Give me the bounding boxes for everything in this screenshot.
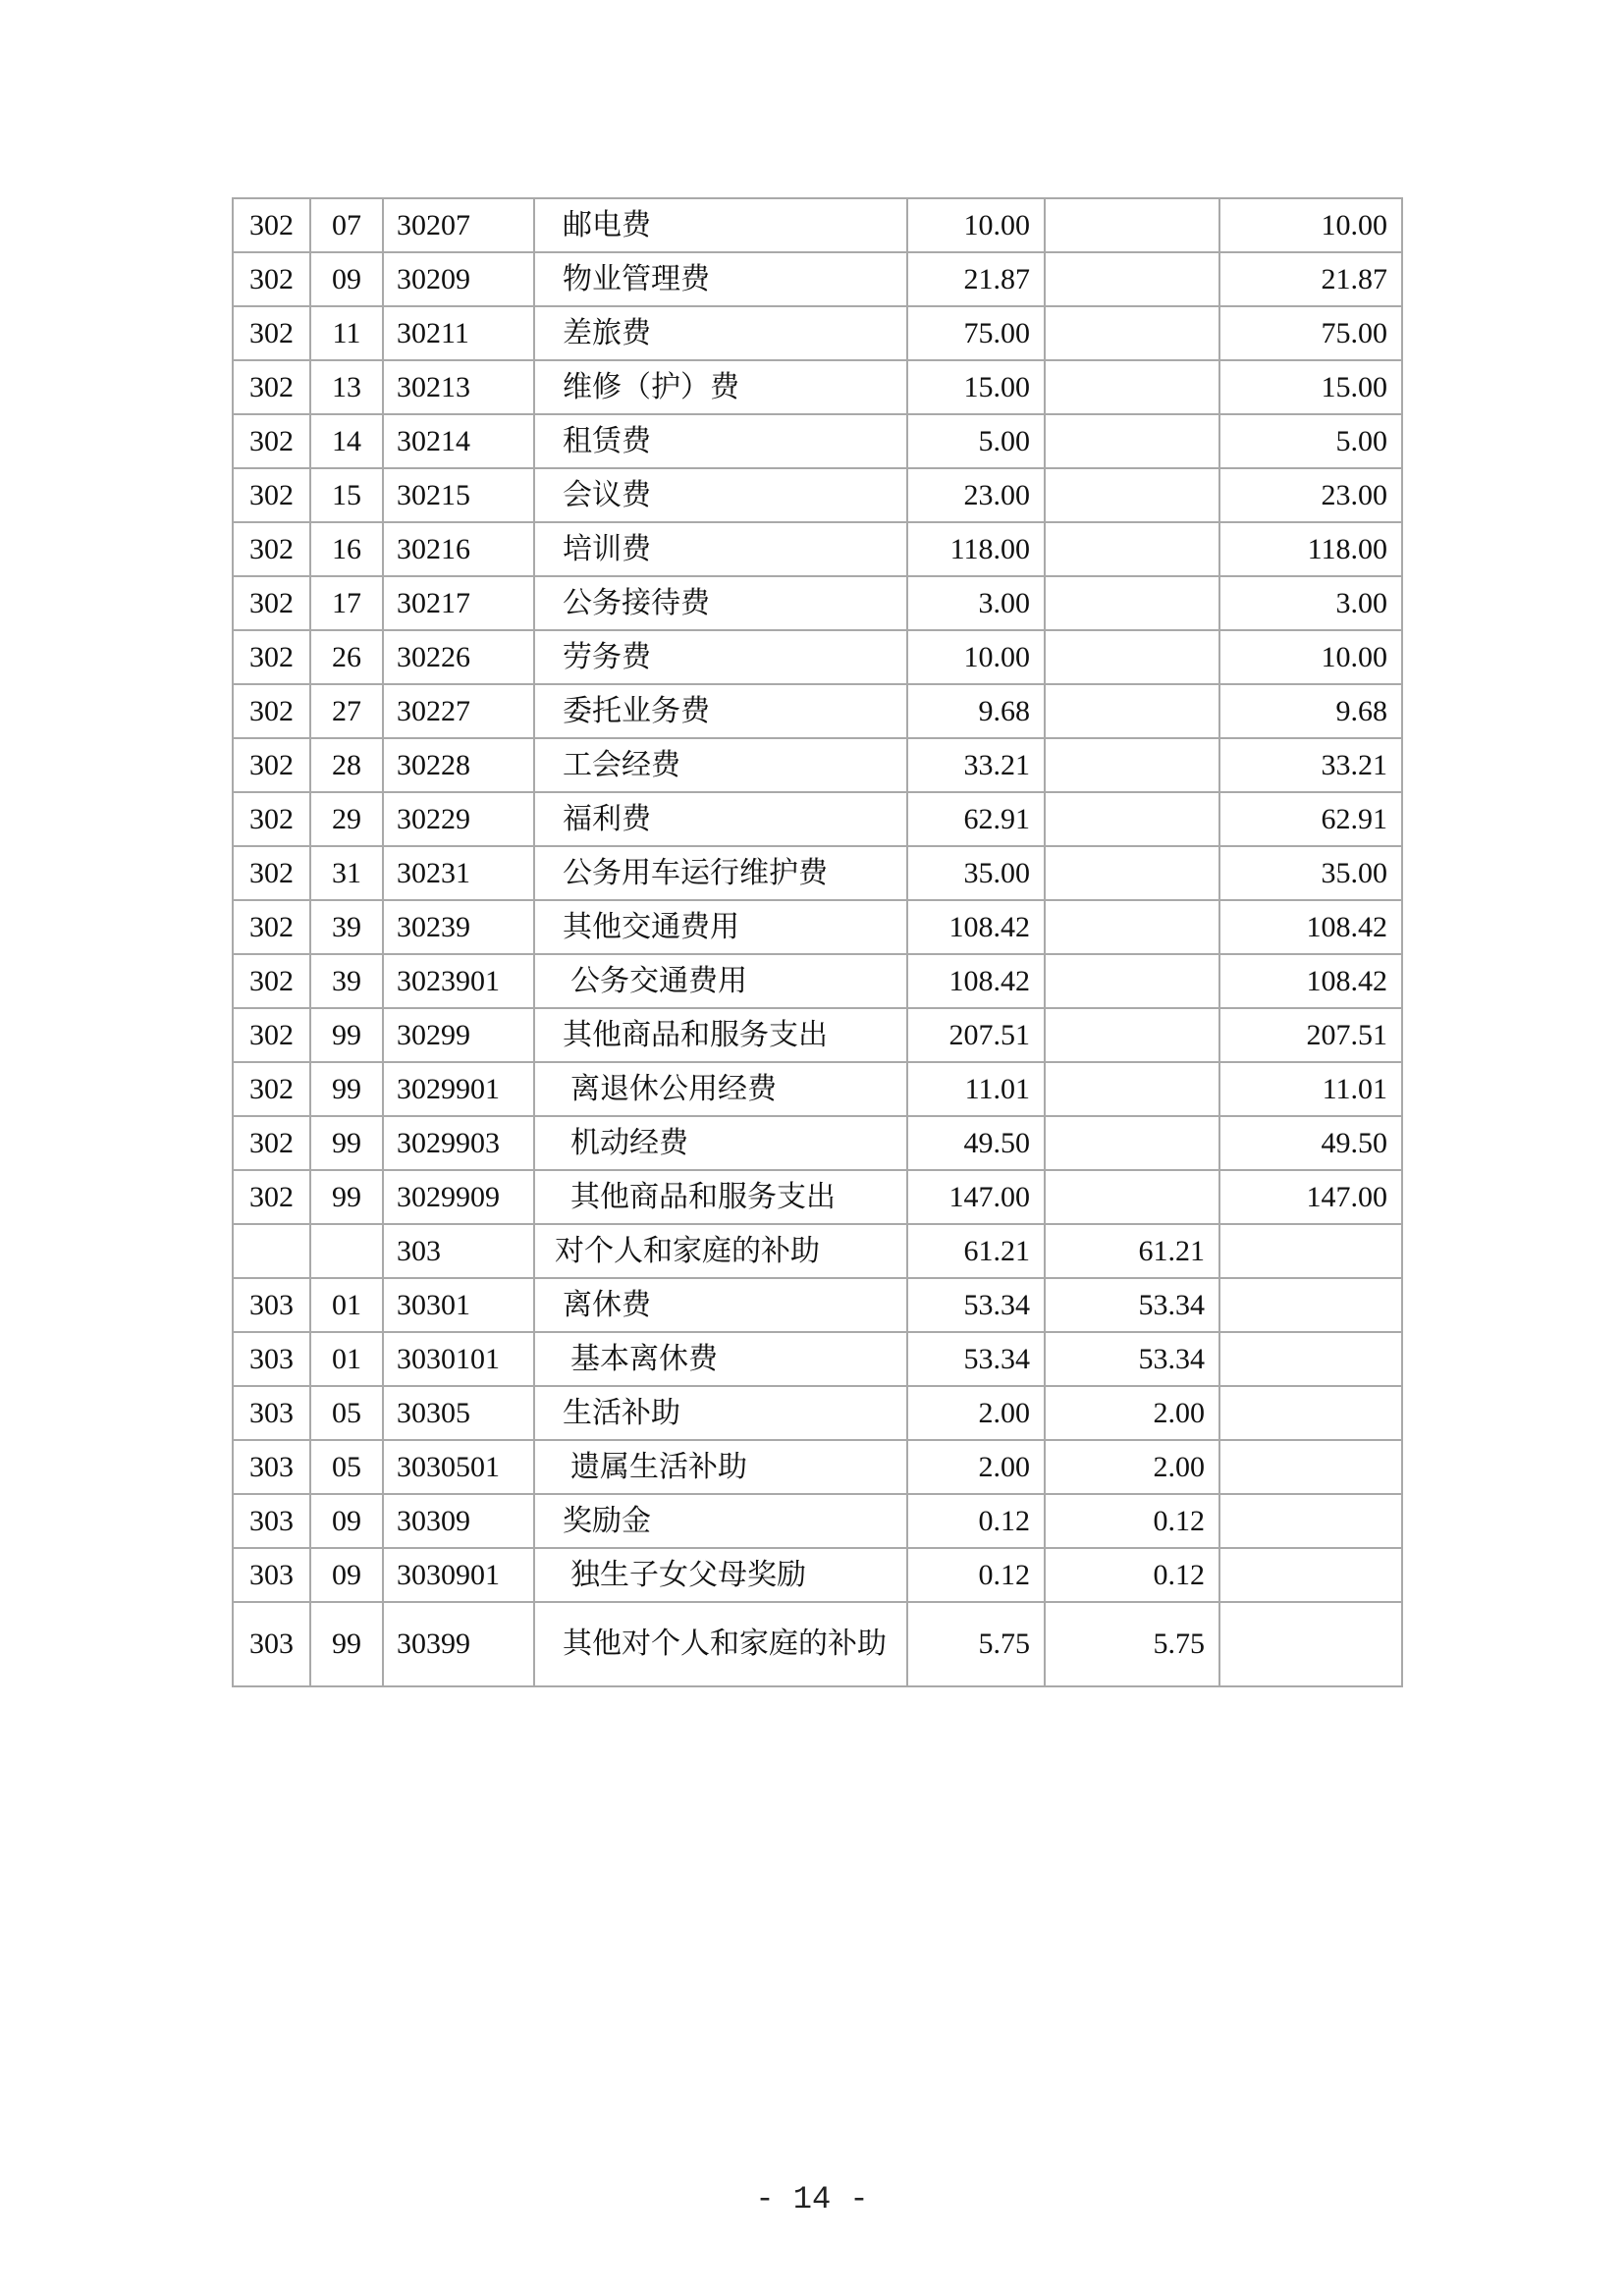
cell-class-code: 302 bbox=[233, 360, 310, 414]
cell-total: 2.00 bbox=[907, 1386, 1045, 1440]
cell-project-expenditure: 11.01 bbox=[1219, 1062, 1402, 1116]
cell-item-code: 39 bbox=[310, 900, 383, 954]
cell-item-code: 99 bbox=[310, 1602, 383, 1686]
cell-total: 9.68 bbox=[907, 684, 1045, 738]
cell-total: 11.01 bbox=[907, 1062, 1045, 1116]
cell-item-code: 09 bbox=[310, 252, 383, 306]
cell-econ-code: 30229 bbox=[383, 792, 534, 846]
cell-item-code: 26 bbox=[310, 630, 383, 684]
cell-item-code: 11 bbox=[310, 306, 383, 360]
cell-total: 5.75 bbox=[907, 1602, 1045, 1686]
cell-project-expenditure: 9.68 bbox=[1219, 684, 1402, 738]
cell-project-expenditure: 207.51 bbox=[1219, 1008, 1402, 1062]
cell-class-code: 303 bbox=[233, 1440, 310, 1494]
cell-item-code: 99 bbox=[310, 1170, 383, 1224]
cell-subject-name: 租赁费 bbox=[534, 414, 907, 468]
cell-econ-code: 30299 bbox=[383, 1008, 534, 1062]
cell-project-expenditure: 15.00 bbox=[1219, 360, 1402, 414]
cell-total: 2.00 bbox=[907, 1440, 1045, 1494]
table-row bbox=[233, 684, 1402, 738]
cell-total: 23.00 bbox=[907, 468, 1045, 522]
cell-project-expenditure: 35.00 bbox=[1219, 846, 1402, 900]
cell-basic-expenditure bbox=[1045, 792, 1219, 846]
cell-basic-expenditure bbox=[1045, 1062, 1219, 1116]
cell-class-code: 303 bbox=[233, 1602, 310, 1686]
cell-item-code: 39 bbox=[310, 954, 383, 1008]
page-number: - 14 - bbox=[755, 2181, 869, 2217]
cell-total: 61.21 bbox=[907, 1224, 1045, 1278]
table-row bbox=[233, 1008, 1402, 1062]
cell-basic-expenditure bbox=[1045, 468, 1219, 522]
cell-subject-name: 其他对个人和家庭的补助 bbox=[534, 1602, 907, 1686]
cell-class-code: 302 bbox=[233, 306, 310, 360]
cell-basic-expenditure: 0.12 bbox=[1045, 1494, 1219, 1548]
cell-project-expenditure bbox=[1219, 1602, 1402, 1686]
cell-project-expenditure: 10.00 bbox=[1219, 630, 1402, 684]
cell-econ-code: 3030901 bbox=[383, 1548, 534, 1602]
cell-item-code: 15 bbox=[310, 468, 383, 522]
cell-total: 108.42 bbox=[907, 954, 1045, 1008]
cell-class-code: 303 bbox=[233, 1494, 310, 1548]
cell-subject-name: 邮电费 bbox=[534, 198, 907, 252]
cell-project-expenditure: 147.00 bbox=[1219, 1170, 1402, 1224]
cell-basic-expenditure: 2.00 bbox=[1045, 1386, 1219, 1440]
cell-item-code bbox=[310, 1224, 383, 1278]
cell-subject-name: 公务接待费 bbox=[534, 576, 907, 630]
cell-basic-expenditure bbox=[1045, 414, 1219, 468]
cell-subject-name: 会议费 bbox=[534, 468, 907, 522]
table-row bbox=[233, 1494, 1402, 1548]
cell-total: 207.51 bbox=[907, 1008, 1045, 1062]
cell-subject-name: 其他商品和服务支出 bbox=[534, 1008, 907, 1062]
cell-subject-name: 劳务费 bbox=[534, 630, 907, 684]
cell-total: 15.00 bbox=[907, 360, 1045, 414]
cell-econ-code: 3029909 bbox=[383, 1170, 534, 1224]
cell-item-code: 07 bbox=[310, 198, 383, 252]
table-row bbox=[233, 1602, 1402, 1686]
cell-econ-code: 30226 bbox=[383, 630, 534, 684]
cell-total: 21.87 bbox=[907, 252, 1045, 306]
cell-basic-expenditure bbox=[1045, 1008, 1219, 1062]
cell-econ-code: 30213 bbox=[383, 360, 534, 414]
cell-econ-code: 30231 bbox=[383, 846, 534, 900]
cell-basic-expenditure bbox=[1045, 576, 1219, 630]
cell-project-expenditure: 108.42 bbox=[1219, 900, 1402, 954]
cell-class-code: 302 bbox=[233, 846, 310, 900]
cell-project-expenditure: 10.00 bbox=[1219, 198, 1402, 252]
cell-subject-name: 对个人和家庭的补助 bbox=[534, 1224, 907, 1278]
cell-project-expenditure: 62.91 bbox=[1219, 792, 1402, 846]
cell-item-code: 01 bbox=[310, 1278, 383, 1332]
table-row bbox=[233, 1224, 1402, 1278]
cell-item-code: 99 bbox=[310, 1062, 383, 1116]
cell-basic-expenditure bbox=[1045, 630, 1219, 684]
cell-item-code: 13 bbox=[310, 360, 383, 414]
cell-item-code: 01 bbox=[310, 1332, 383, 1386]
cell-class-code bbox=[233, 1224, 310, 1278]
table-row bbox=[233, 252, 1402, 306]
table-row bbox=[233, 792, 1402, 846]
cell-class-code: 302 bbox=[233, 414, 310, 468]
cell-subject-name: 机动经费 bbox=[534, 1116, 907, 1170]
cell-project-expenditure: 75.00 bbox=[1219, 306, 1402, 360]
cell-basic-expenditure bbox=[1045, 1116, 1219, 1170]
cell-basic-expenditure: 2.00 bbox=[1045, 1440, 1219, 1494]
cell-project-expenditure: 33.21 bbox=[1219, 738, 1402, 792]
table-row bbox=[233, 468, 1402, 522]
cell-total: 53.34 bbox=[907, 1278, 1045, 1332]
table-row bbox=[233, 414, 1402, 468]
cell-class-code: 302 bbox=[233, 522, 310, 576]
cell-project-expenditure: 49.50 bbox=[1219, 1116, 1402, 1170]
cell-total: 35.00 bbox=[907, 846, 1045, 900]
cell-econ-code: 30207 bbox=[383, 198, 534, 252]
cell-item-code: 09 bbox=[310, 1548, 383, 1602]
cell-econ-code: 3029901 bbox=[383, 1062, 534, 1116]
table-row bbox=[233, 1386, 1402, 1440]
cell-class-code: 302 bbox=[233, 1170, 310, 1224]
cell-basic-expenditure bbox=[1045, 306, 1219, 360]
cell-total: 33.21 bbox=[907, 738, 1045, 792]
cell-class-code: 302 bbox=[233, 1116, 310, 1170]
cell-project-expenditure: 23.00 bbox=[1219, 468, 1402, 522]
cell-class-code: 302 bbox=[233, 630, 310, 684]
table-row bbox=[233, 522, 1402, 576]
table-row bbox=[233, 630, 1402, 684]
cell-item-code: 99 bbox=[310, 1116, 383, 1170]
cell-class-code: 302 bbox=[233, 792, 310, 846]
cell-subject-name: 培训费 bbox=[534, 522, 907, 576]
cell-econ-code: 3030101 bbox=[383, 1332, 534, 1386]
cell-class-code: 302 bbox=[233, 738, 310, 792]
cell-basic-expenditure bbox=[1045, 360, 1219, 414]
cell-class-code: 302 bbox=[233, 252, 310, 306]
cell-class-code: 302 bbox=[233, 900, 310, 954]
table-row bbox=[233, 954, 1402, 1008]
cell-item-code: 05 bbox=[310, 1440, 383, 1494]
cell-item-code: 29 bbox=[310, 792, 383, 846]
cell-project-expenditure bbox=[1219, 1548, 1402, 1602]
cell-econ-code: 30228 bbox=[383, 738, 534, 792]
table-row bbox=[233, 198, 1402, 252]
cell-subject-name: 基本离休费 bbox=[534, 1332, 907, 1386]
cell-project-expenditure bbox=[1219, 1332, 1402, 1386]
table-row bbox=[233, 738, 1402, 792]
cell-econ-code: 30215 bbox=[383, 468, 534, 522]
table-row bbox=[233, 576, 1402, 630]
cell-class-code: 302 bbox=[233, 468, 310, 522]
cell-subject-name: 福利费 bbox=[534, 792, 907, 846]
table-row bbox=[233, 1332, 1402, 1386]
cell-item-code: 14 bbox=[310, 414, 383, 468]
cell-class-code: 302 bbox=[233, 1008, 310, 1062]
cell-econ-code: 3030501 bbox=[383, 1440, 534, 1494]
cell-class-code: 302 bbox=[233, 684, 310, 738]
cell-total: 53.34 bbox=[907, 1332, 1045, 1386]
cell-class-code: 303 bbox=[233, 1278, 310, 1332]
cell-subject-name: 离休费 bbox=[534, 1278, 907, 1332]
table-row bbox=[233, 846, 1402, 900]
cell-subject-name: 其他商品和服务支出 bbox=[534, 1170, 907, 1224]
cell-basic-expenditure: 61.21 bbox=[1045, 1224, 1219, 1278]
cell-total: 3.00 bbox=[907, 576, 1045, 630]
cell-project-expenditure: 118.00 bbox=[1219, 522, 1402, 576]
cell-econ-code: 30216 bbox=[383, 522, 534, 576]
cell-basic-expenditure: 5.75 bbox=[1045, 1602, 1219, 1686]
table-row bbox=[233, 306, 1402, 360]
cell-econ-code: 30301 bbox=[383, 1278, 534, 1332]
cell-total: 147.00 bbox=[907, 1170, 1045, 1224]
cell-class-code: 303 bbox=[233, 1386, 310, 1440]
cell-econ-code: 30399 bbox=[383, 1602, 534, 1686]
cell-total: 0.12 bbox=[907, 1494, 1045, 1548]
cell-basic-expenditure bbox=[1045, 522, 1219, 576]
cell-subject-name: 生活补助 bbox=[534, 1386, 907, 1440]
cell-basic-expenditure bbox=[1045, 684, 1219, 738]
cell-class-code: 302 bbox=[233, 198, 310, 252]
cell-econ-code: 30239 bbox=[383, 900, 534, 954]
cell-subject-name: 差旅费 bbox=[534, 306, 907, 360]
cell-basic-expenditure bbox=[1045, 738, 1219, 792]
cell-basic-expenditure bbox=[1045, 252, 1219, 306]
cell-total: 49.50 bbox=[907, 1116, 1045, 1170]
cell-basic-expenditure bbox=[1045, 1170, 1219, 1224]
cell-econ-code: 30214 bbox=[383, 414, 534, 468]
cell-total: 62.91 bbox=[907, 792, 1045, 846]
cell-project-expenditure bbox=[1219, 1494, 1402, 1548]
table-row bbox=[233, 360, 1402, 414]
cell-total: 5.00 bbox=[907, 414, 1045, 468]
cell-item-code: 05 bbox=[310, 1386, 383, 1440]
cell-project-expenditure bbox=[1219, 1278, 1402, 1332]
cell-subject-name: 独生子女父母奖励 bbox=[534, 1548, 907, 1602]
table-row bbox=[233, 1278, 1402, 1332]
cell-subject-name: 委托业务费 bbox=[534, 684, 907, 738]
cell-subject-name: 遗属生活补助 bbox=[534, 1440, 907, 1494]
cell-total: 0.12 bbox=[907, 1548, 1045, 1602]
cell-subject-name: 工会经费 bbox=[534, 738, 907, 792]
cell-project-expenditure: 21.87 bbox=[1219, 252, 1402, 306]
cell-total: 108.42 bbox=[907, 900, 1045, 954]
table-row bbox=[233, 1062, 1402, 1116]
cell-class-code: 302 bbox=[233, 954, 310, 1008]
cell-econ-code: 3029903 bbox=[383, 1116, 534, 1170]
cell-total: 10.00 bbox=[907, 630, 1045, 684]
cell-subject-name: 物业管理费 bbox=[534, 252, 907, 306]
table-row bbox=[233, 1548, 1402, 1602]
cell-item-code: 17 bbox=[310, 576, 383, 630]
table-row bbox=[233, 1116, 1402, 1170]
cell-econ-code: 30305 bbox=[383, 1386, 534, 1440]
cell-class-code: 302 bbox=[233, 1062, 310, 1116]
cell-subject-name: 公务用车运行维护费 bbox=[534, 846, 907, 900]
cell-econ-code: 3023901 bbox=[383, 954, 534, 1008]
cell-item-code: 09 bbox=[310, 1494, 383, 1548]
cell-project-expenditure: 108.42 bbox=[1219, 954, 1402, 1008]
cell-econ-code: 30211 bbox=[383, 306, 534, 360]
cell-econ-code: 30217 bbox=[383, 576, 534, 630]
budget-table bbox=[232, 197, 1403, 1687]
cell-subject-name: 公务交通费用 bbox=[534, 954, 907, 1008]
table-row bbox=[233, 1440, 1402, 1494]
cell-project-expenditure bbox=[1219, 1440, 1402, 1494]
cell-subject-name: 维修（护）费 bbox=[534, 360, 907, 414]
cell-basic-expenditure bbox=[1045, 846, 1219, 900]
cell-total: 10.00 bbox=[907, 198, 1045, 252]
cell-project-expenditure bbox=[1219, 1224, 1402, 1278]
table-row bbox=[233, 900, 1402, 954]
table-row bbox=[233, 1170, 1402, 1224]
cell-project-expenditure: 5.00 bbox=[1219, 414, 1402, 468]
cell-total: 75.00 bbox=[907, 306, 1045, 360]
cell-basic-expenditure bbox=[1045, 900, 1219, 954]
cell-class-code: 302 bbox=[233, 576, 310, 630]
cell-subject-name: 奖励金 bbox=[534, 1494, 907, 1548]
cell-project-expenditure: 3.00 bbox=[1219, 576, 1402, 630]
cell-basic-expenditure bbox=[1045, 198, 1219, 252]
cell-basic-expenditure: 53.34 bbox=[1045, 1332, 1219, 1386]
cell-item-code: 28 bbox=[310, 738, 383, 792]
cell-basic-expenditure: 53.34 bbox=[1045, 1278, 1219, 1332]
cell-subject-name: 离退休公用经费 bbox=[534, 1062, 907, 1116]
cell-class-code: 303 bbox=[233, 1332, 310, 1386]
table-body bbox=[233, 198, 1402, 1686]
cell-econ-code: 30209 bbox=[383, 252, 534, 306]
cell-item-code: 16 bbox=[310, 522, 383, 576]
cell-item-code: 31 bbox=[310, 846, 383, 900]
cell-total: 118.00 bbox=[907, 522, 1045, 576]
cell-basic-expenditure: 0.12 bbox=[1045, 1548, 1219, 1602]
cell-econ-code: 303 bbox=[383, 1224, 534, 1278]
cell-class-code: 303 bbox=[233, 1548, 310, 1602]
cell-subject-name: 其他交通费用 bbox=[534, 900, 907, 954]
cell-item-code: 99 bbox=[310, 1008, 383, 1062]
cell-basic-expenditure bbox=[1045, 954, 1219, 1008]
cell-project-expenditure bbox=[1219, 1386, 1402, 1440]
cell-item-code: 27 bbox=[310, 684, 383, 738]
cell-econ-code: 30227 bbox=[383, 684, 534, 738]
cell-econ-code: 30309 bbox=[383, 1494, 534, 1548]
